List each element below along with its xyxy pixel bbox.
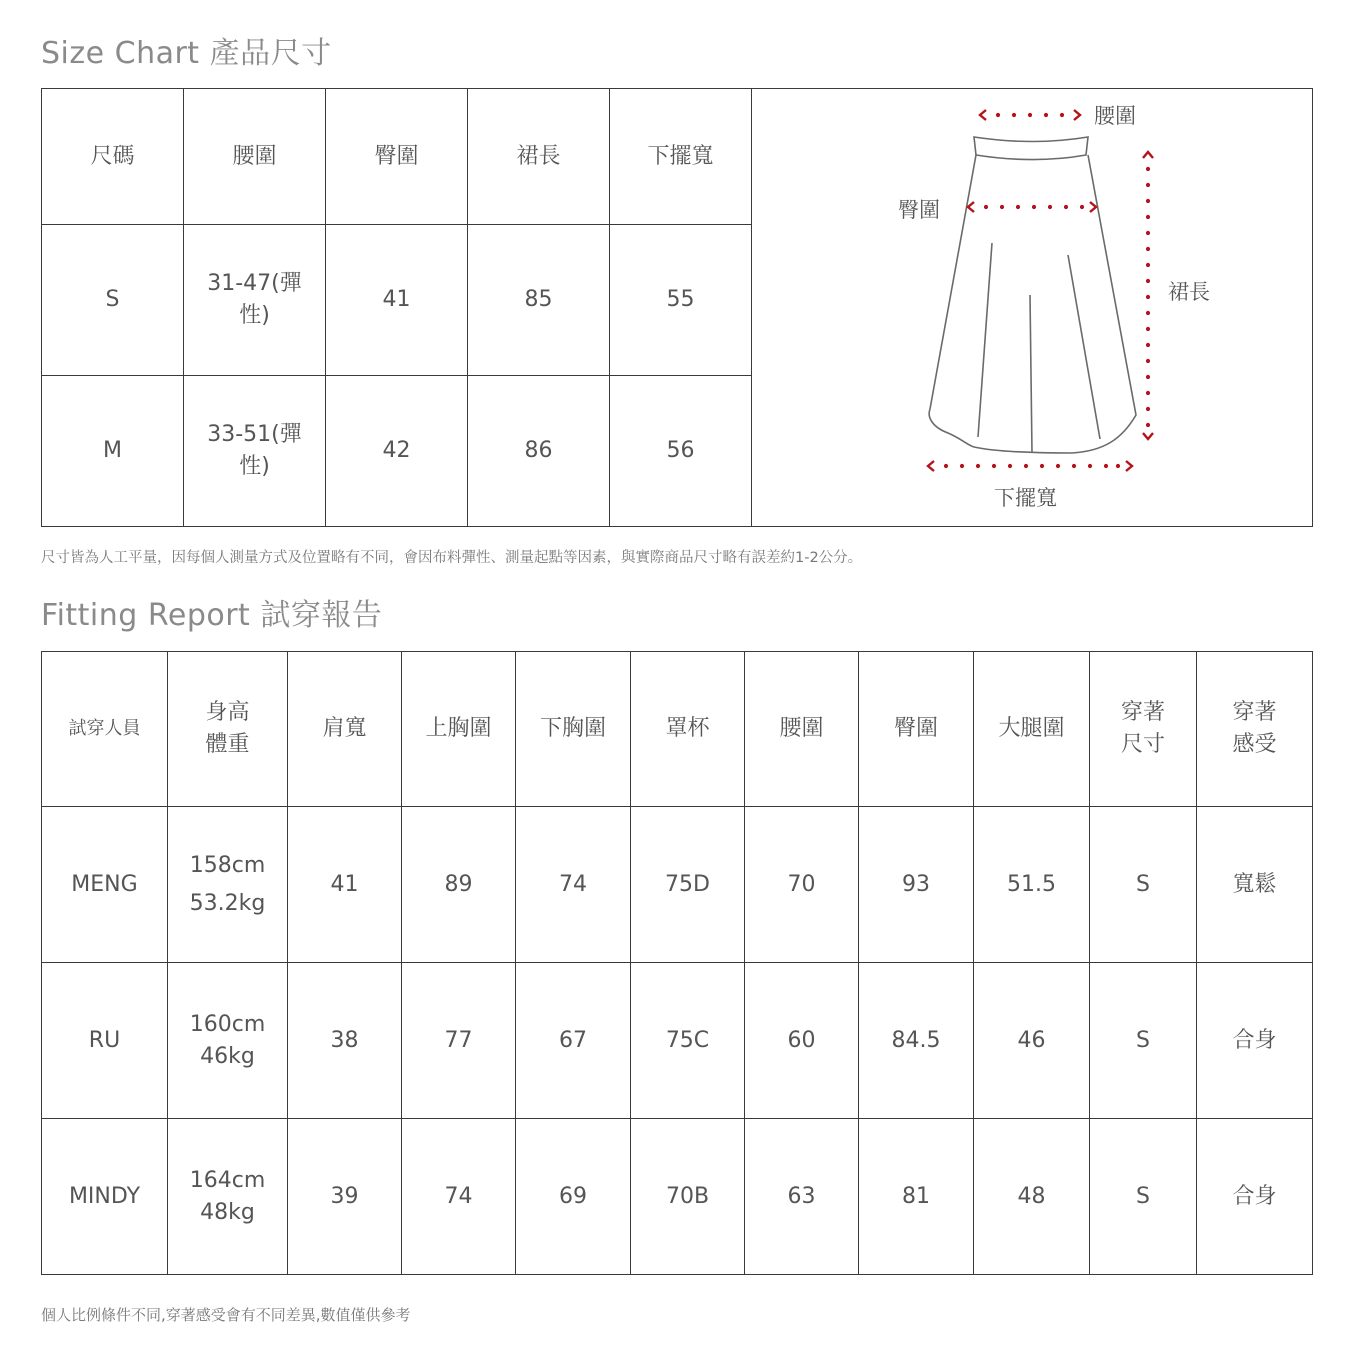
- fitting-report-note: 個人比例條件不同,穿著感受會有不同差異,數值僅供參考: [41, 1306, 411, 1324]
- header-hip: 臀圍: [859, 652, 974, 807]
- waist-line2: 性): [239, 303, 270, 328]
- header-height: 身高: [205, 700, 250, 726]
- under-bust-cell: 69: [516, 1119, 631, 1275]
- weight-value: 53.2kg: [189, 890, 266, 916]
- height-value: 158cm: [189, 852, 266, 878]
- size-chart-note: 尺寸皆為人工平量，因每個人測量方式及位置略有不同，會因布料彈性、測量起點等因素，與實際商品尺寸略有誤差約1-2公分。: [41, 550, 863, 566]
- size-header-row: [42, 89, 1313, 225]
- skirt-diagram: [752, 89, 1310, 525]
- waist-line2: 性): [239, 454, 270, 479]
- shoulder-cell: 39: [288, 1119, 402, 1275]
- hip-cell: 41: [326, 225, 468, 376]
- skirt-diagram-cell: [752, 89, 1313, 527]
- upper-bust-cell: 77: [402, 963, 516, 1119]
- hem-arrow: [928, 461, 1132, 471]
- header-upper-bust: 上胸圍: [402, 652, 516, 807]
- wear-feel-cell: 合身: [1197, 963, 1313, 1119]
- weight-value: 46kg: [200, 1043, 255, 1069]
- header-shoulder: 肩寬: [288, 652, 402, 807]
- fit-header-row: [42, 652, 1313, 807]
- hip-diagram-label: 臀圍: [898, 198, 940, 222]
- hem-cell: 55: [610, 225, 752, 376]
- waist-arrow: [980, 110, 1080, 120]
- waist-cell: 60: [745, 963, 859, 1119]
- height-value: 164cm: [189, 1167, 266, 1193]
- thigh-cell: 48: [974, 1119, 1090, 1275]
- under-bust-cell: 74: [516, 807, 631, 963]
- shoulder-cell: 41: [288, 807, 402, 963]
- header-length: 裙長: [468, 89, 610, 225]
- height-weight-cell: [168, 1119, 288, 1275]
- size-chart-title: Size Chart 產品尺寸: [41, 36, 332, 71]
- size-chart-table: [41, 88, 1313, 527]
- header-waist: 腰圍: [184, 89, 326, 225]
- waist-diagram-label: 腰圍: [1094, 104, 1136, 128]
- fitting-report-table: [41, 651, 1313, 1275]
- cup-cell: 75D: [631, 807, 745, 963]
- header-wear-size-line2: 尺寸: [1120, 732, 1165, 757]
- length-cell: 85: [468, 225, 610, 376]
- fit-row: [42, 807, 1313, 963]
- waist-cell: 63: [745, 1119, 859, 1275]
- skirt-outline: [929, 137, 1136, 453]
- shoulder-cell: 38: [288, 963, 402, 1119]
- hip-cell: 93: [859, 807, 974, 963]
- wear-feel-cell: 寬鬆: [1197, 807, 1313, 963]
- hip-arrow: [968, 202, 1096, 212]
- hip-cell: 84.5: [859, 963, 974, 1119]
- length-cell: 86: [468, 376, 610, 527]
- hem-cell: 56: [610, 376, 752, 527]
- thigh-cell: 46: [974, 963, 1090, 1119]
- header-wear-size-line1: 穿著: [1120, 700, 1165, 726]
- header-wear-feel-line1: 穿著: [1232, 700, 1277, 726]
- header-hip: 臀圍: [326, 89, 468, 225]
- header-wear-feel-line2: 感受: [1232, 732, 1277, 757]
- header-tester: 試穿人員: [42, 652, 168, 807]
- cup-cell: 70B: [631, 1119, 745, 1275]
- fit-row: [42, 963, 1313, 1119]
- wear-feel-cell: 合身: [1197, 1119, 1313, 1275]
- header-wear-size: [1090, 652, 1197, 807]
- wear-size-cell: S: [1090, 963, 1197, 1119]
- header-under-bust: 下胸圍: [516, 652, 631, 807]
- size-cell: S: [42, 225, 184, 376]
- waist-cell: [184, 225, 326, 376]
- hip-cell: 42: [326, 376, 468, 527]
- length-arrow: [1143, 152, 1153, 439]
- header-waist: 腰圍: [745, 652, 859, 807]
- weight-value: 48kg: [200, 1199, 255, 1225]
- hem-diagram-label: 下擺寬: [994, 486, 1057, 510]
- tester-name: MINDY: [42, 1119, 168, 1275]
- tester-name: MENG: [42, 807, 168, 963]
- cup-cell: 75C: [631, 963, 745, 1119]
- header-weight: 體重: [205, 732, 250, 757]
- upper-bust-cell: 74: [402, 1119, 516, 1275]
- upper-bust-cell: 89: [402, 807, 516, 963]
- size-cell: M: [42, 376, 184, 527]
- header-height-weight: [168, 652, 288, 807]
- height-value: 160cm: [189, 1011, 266, 1037]
- length-diagram-label: 裙長: [1168, 280, 1210, 304]
- hip-cell: 81: [859, 1119, 974, 1275]
- thigh-cell: 51.5: [974, 807, 1090, 963]
- waist-line1: 31-47(彈: [207, 271, 302, 297]
- height-weight-cell: [168, 963, 288, 1119]
- header-size: 尺碼: [42, 89, 184, 225]
- header-cup: 罩杯: [631, 652, 745, 807]
- waist-cell: 70: [745, 807, 859, 963]
- fitting-report-title: Fitting Report 試穿報告: [41, 598, 383, 633]
- height-weight-cell: [168, 807, 288, 963]
- tester-name: RU: [42, 963, 168, 1119]
- under-bust-cell: 67: [516, 963, 631, 1119]
- wear-size-cell: S: [1090, 1119, 1197, 1275]
- header-thigh: 大腿圍: [974, 652, 1090, 807]
- waist-cell: [184, 376, 326, 527]
- fit-row: [42, 1119, 1313, 1275]
- header-hem: 下擺寬: [610, 89, 752, 225]
- waist-line1: 33-51(彈: [207, 422, 302, 448]
- header-wear-feel: [1197, 652, 1313, 807]
- wear-size-cell: S: [1090, 807, 1197, 963]
